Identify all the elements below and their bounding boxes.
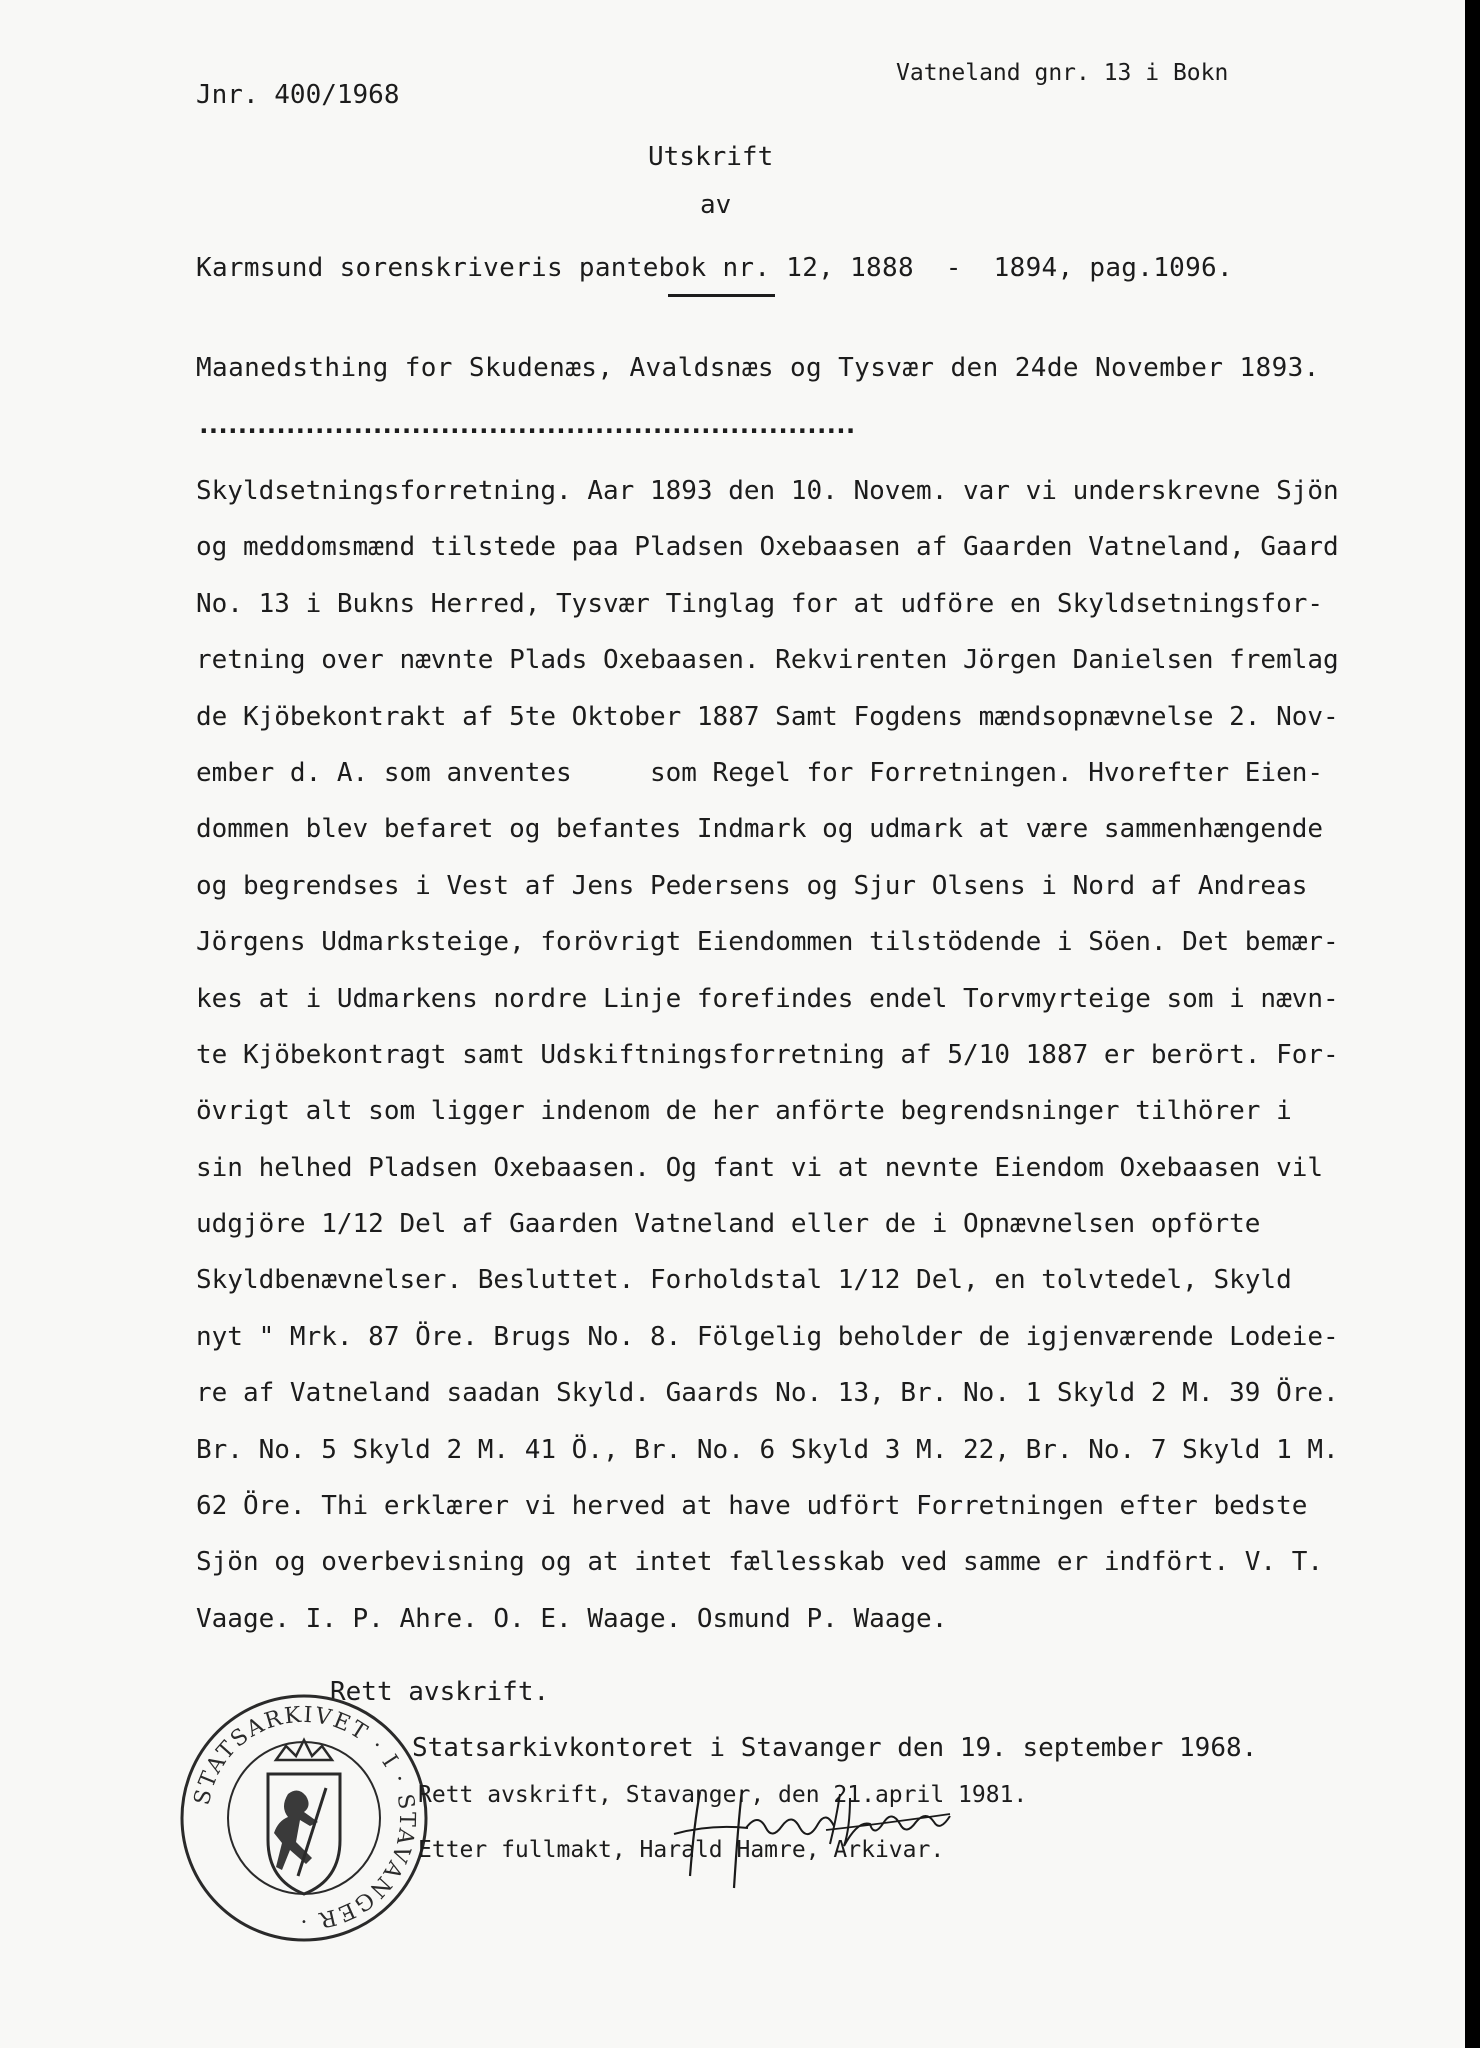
- handwritten-signature-icon: [650, 1784, 970, 1894]
- certification-line-3: Etter fullmakt, Harald Hamre, Arkivar.: [418, 1837, 945, 1863]
- body-line: övrigt alt som ligger indenom de her anförte begrendsninger tilhörer i: [196, 1096, 1292, 1127]
- body-line: re af Vatneland saadan Skyld. Gaards No. 13, Br. No. 1 Skyld 2 M. 39 Öre.: [196, 1378, 1339, 1409]
- closing-rett-avskrift: Rett avskrift.: [330, 1677, 550, 1707]
- body-line: ember d. A. som anventes som Regel for Forretningen. Hvorefter Eien-: [196, 757, 1324, 788]
- title-source: Karmsund sorenskriveris pantebok nr. 12, 1888 - 1894, pag.1096.: [196, 253, 1233, 283]
- body-line: dommen blev befaret og befantes Indmark og udmark at være sammenhængende: [196, 814, 1324, 845]
- body-paragraph: [196, 463, 1436, 1647]
- body-line: Vaage. I. P. Ahre. O. E. Waage. Osmund P. Waage.: [196, 1603, 948, 1634]
- svg-text:STATSARKIVET · I · STAVANGER ·: STATSARKIVET · I · STAVANGER ·: [189, 1702, 420, 1934]
- body-line: te Kjöbekontragt samt Udskiftningsforretning af 5/10 1887 er berört. For-: [196, 1039, 1339, 1070]
- body-line: nyt " Mrk. 87 Öre. Brugs No. 8. Fölgelig beholder de igjenværende Lodeie-: [196, 1321, 1339, 1352]
- dotted-separator: ....................................................................: [196, 410, 853, 440]
- journal-number: Jnr. 400/1968: [196, 80, 400, 110]
- body-line: 62 Öre. Thi erklærer vi herved at have udfört Forretningen efter bedste: [196, 1491, 1308, 1522]
- title-utskrift: Utskrift: [648, 142, 774, 172]
- property-reference: Vatneland gnr. 13 i Bokn: [896, 60, 1229, 86]
- body-line: og begrendses i Vest af Jens Pedersens og Sjur Olsens i Nord af Andreas: [196, 870, 1308, 901]
- body-line: kes at i Udmarkens nordre Linje forefindes endel Torvmyrteige som i nævn-: [196, 983, 1339, 1014]
- body-line: udgjöre 1/12 Del af Gaarden Vatneland eller de i Opnævnelsen opförte: [196, 1209, 1261, 1240]
- body-line: og meddomsmænd tilstede paa Pladsen Oxebaasen af Gaarden Vatneland, Gaard: [196, 532, 1339, 563]
- body-line: retning over nævnte Plads Oxebaasen. Rekvirenten Jörgen Danielsen fremlag: [196, 645, 1339, 676]
- certification-line-1: Statsarkivkontoret i Stavanger den 19. september 1968.: [412, 1733, 1258, 1763]
- body-line: No. 13 i Bukns Herred, Tysvær Tinglag for at udföre en Skyldsetningsfor-: [196, 588, 1324, 619]
- certification-line-2: Rett avskrift, Stavanger, den 21.april 1981.: [418, 1782, 1028, 1808]
- body-line: Sjön og overbevisning og at intet fællesskab ved samme er indfört. V. T.: [196, 1547, 1324, 1578]
- body-line: sin helhed Pladsen Oxebaasen. Og fant vi at nevnte Eiendom Oxebaasen vil: [196, 1152, 1324, 1183]
- title-av: av: [700, 190, 732, 220]
- meeting-line: Maanedsthing for Skudenæs, Avaldsnæs og Tysvær den 24de November 1893.: [196, 353, 1320, 383]
- archive-seal-icon: [176, 1690, 432, 1946]
- title-underline: [668, 294, 775, 297]
- body-line: Jörgens Udmarksteige, forövrigt Eiendommen tilstödende i Söen. Det bemær-: [196, 927, 1339, 958]
- body-line: Br. No. 5 Skyld 2 M. 41 Ö., Br. No. 6 Skyld 3 M. 22, Br. No. 7 Skyld 1 M.: [196, 1434, 1339, 1465]
- body-line: Skyldsetningsforretning. Aar 1893 den 10. Novem. var vi underskrevne Sjön: [196, 476, 1339, 506]
- body-line: de Kjöbekontrakt af 5te Oktober 1887 Samt Fogdens mændsopnævnelse 2. Nov-: [196, 701, 1339, 732]
- body-line: Skyldbenævnelser. Besluttet. Forholdstal 1/12 Del, en tolvtedel, Skyld: [196, 1265, 1292, 1296]
